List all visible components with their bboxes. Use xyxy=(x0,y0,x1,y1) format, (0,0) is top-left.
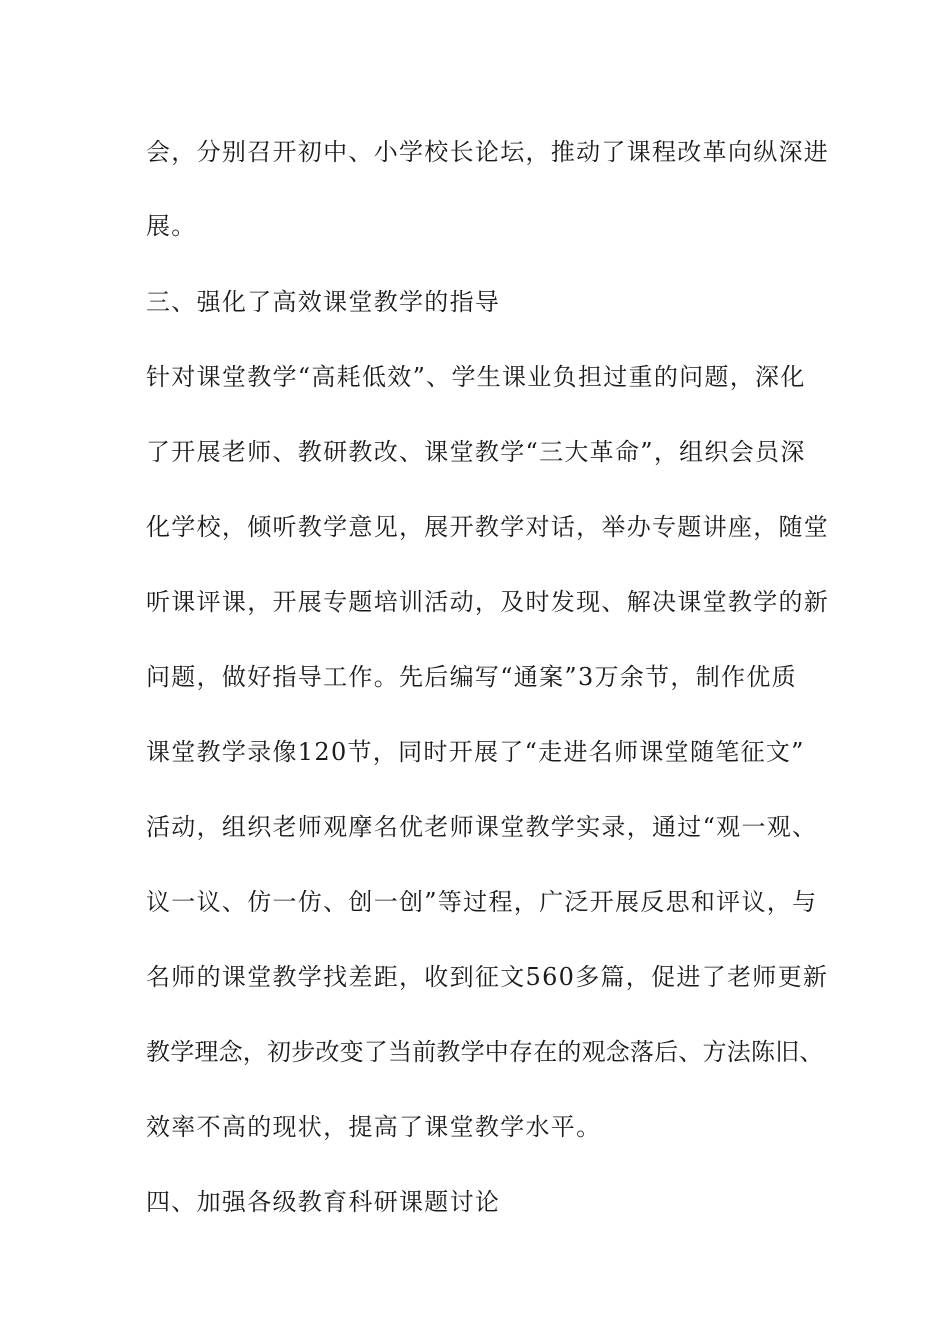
paragraph-line: 问题，做好指导工作。先后编写“通案”3万余节，制作优质 xyxy=(146,663,797,691)
paragraph-line: 教学理念，初步改变了当前教学中存在的观念落后、方法陈旧、 xyxy=(146,1038,824,1066)
paragraph-line: 活动，组织老师观摩名优老师课堂教学实录，通过“观一观、 xyxy=(146,813,818,841)
paragraph-line: 听课评课，开展专题培训活动，及时发现、解决课堂教学的新 xyxy=(146,588,830,616)
paragraph-line: 展。 xyxy=(146,212,197,240)
paragraph-line: 会，分别召开初中、小学校长论坛，推动了课程改革向纵深进 xyxy=(146,138,830,166)
paragraph-line: 名师的课堂教学找差距，收到征文560多篇，促进了老师更新 xyxy=(146,963,829,991)
section-heading: 三、强化了高效课堂教学的指导 xyxy=(146,288,501,316)
section-heading: 四、加强各级教育科研课题讨论 xyxy=(146,1188,501,1216)
paragraph-line: 课堂教学录像120节，同时开展了“走进名师课堂随笔征文” xyxy=(146,738,805,766)
paragraph-line: 针对课堂教学“高耗低效”、学生课业负担过重的问题，深化 xyxy=(146,363,806,391)
paragraph-line: 议一议、仿一仿、创一创”等过程，广泛开展反思和评议，与 xyxy=(146,888,818,916)
paragraph-line: 化学校，倾听教学意见，展开教学对话，举办专题讲座，随堂 xyxy=(146,513,830,541)
paragraph-line: 效率不高的现状，提高了课堂教学水平。 xyxy=(146,1113,602,1141)
paragraph-line: 了开展老师、教研教改、课堂教学“三大革命”，组织会员深 xyxy=(146,438,806,466)
